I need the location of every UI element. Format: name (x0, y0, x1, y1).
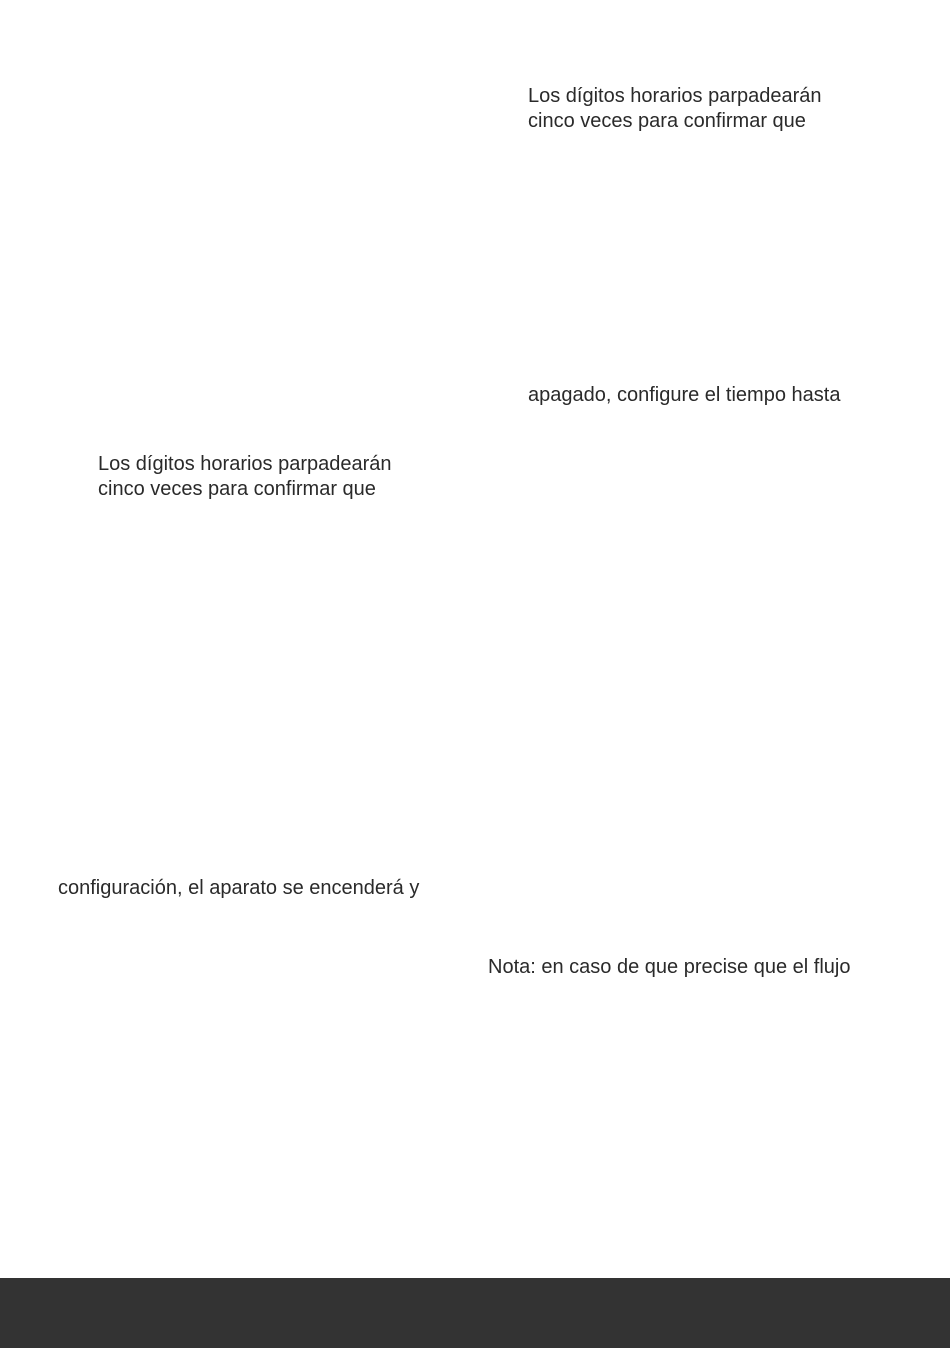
text-block-mid-right (528, 383, 840, 408)
text-line: apagado, configure el tiempo hasta (528, 384, 841, 406)
text-block-mid-left (98, 452, 392, 502)
text-line: Los dígitos horarios parpadearán (528, 85, 822, 107)
note-text (488, 955, 850, 980)
text-line: configuración, el aparato se encenderá y (58, 877, 420, 899)
text-block-lower-left (58, 876, 419, 901)
text-line: Los dígitos horarios parpadearán (98, 453, 392, 475)
footer-bar (0, 1278, 950, 1348)
text-block-top-right (528, 84, 822, 134)
text-line: cinco veces para confirmar que (528, 110, 806, 132)
text-line: Nota: en caso de que precise que el flujo (488, 956, 851, 978)
text-line: cinco veces para confirmar que (98, 478, 376, 500)
